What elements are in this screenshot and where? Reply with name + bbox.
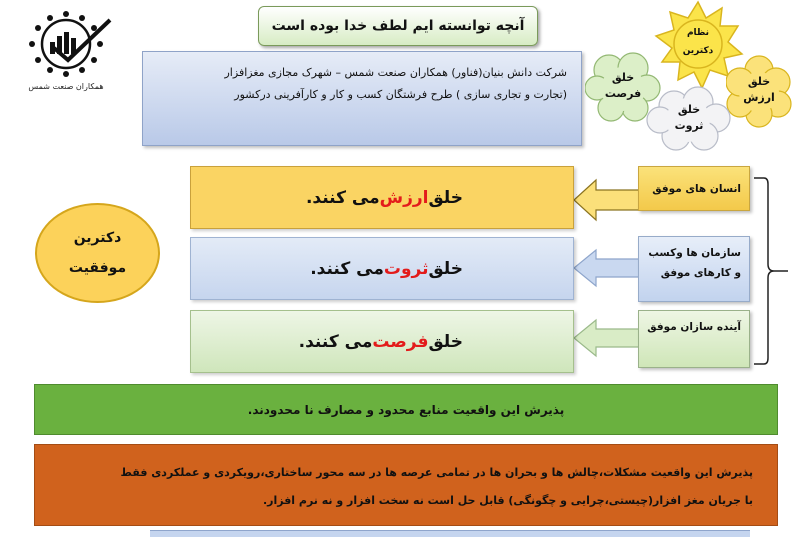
cloud-wealth-line-2: ثروت: [674, 119, 704, 132]
sun-label-1: نظام: [686, 28, 710, 38]
circle-line-1: دکترین: [73, 230, 122, 246]
row-create-wealth: [190, 237, 574, 300]
row-create-wealth-highlight: ثروت: [383, 258, 429, 279]
cloud-opportunity: [585, 52, 661, 124]
row-create-value-suffix: می کنند.: [305, 187, 380, 208]
row-create-value-highlight: ارزش: [379, 187, 429, 208]
sun-label-2: دکترین: [682, 46, 714, 56]
callout-successful-people: [638, 166, 750, 211]
cloud-wealth-line-1: خلق: [677, 103, 701, 116]
row-create-value-prefix: خلق: [428, 187, 463, 208]
arrows-group: [572, 168, 644, 368]
row-create-opportunity-suffix: می کنند.: [298, 331, 373, 352]
grouping-bracket: [750, 176, 790, 366]
company-description: [142, 51, 582, 146]
cloud-opportunity-line-1: خلق: [611, 71, 635, 84]
circle-line-2: موفقیت: [68, 260, 127, 276]
arrow-green: [574, 320, 640, 356]
callout-successful-people-text: انسان های موفق: [652, 182, 741, 195]
cloud-opportunity-line-2: فرصت: [604, 87, 642, 100]
mindware-line-2: با جریان مغز افزار(چیستی،چرایی و چگونگی) قابل حل است نه سخت افزار و نه نرم افزار.: [262, 494, 753, 507]
success-doctrine-circle: [35, 203, 160, 303]
row-create-opportunity-highlight: فرصت: [372, 331, 429, 352]
mindware-statement: [34, 444, 778, 526]
page-title: آنچه توانسته ایم لطف خدا بوده است: [258, 6, 538, 46]
limited-resources-statement: پذیرش این واقعیت منابع محدود و مصارف نا محدودند.: [34, 384, 778, 435]
row-create-wealth-prefix: خلق: [428, 258, 463, 279]
company-logo: [10, 6, 122, 96]
row-create-wealth-suffix: می کنند.: [310, 258, 384, 279]
bottom-strip: [150, 530, 750, 537]
row-create-opportunity-prefix: خلق: [428, 331, 463, 352]
callout-future-builders: [638, 310, 750, 368]
arrow-blue: [574, 250, 640, 286]
callout-future-builders-text: آینده سازان موفق: [647, 321, 741, 333]
logo-caption: همکاران صنعت شمس: [28, 82, 104, 91]
cloud-value-line-2: ارزش: [743, 91, 775, 104]
company-line-1: شرکت دانش بنیان(فناور) همکاران صنعت شمس – شهرک مجازی مغزافزار: [224, 66, 567, 79]
callout-successful-organizations-text: سازمان ها وکسب و کارهای موفق: [648, 247, 741, 279]
mindware-line-1: پذیرش این واقعیت مشکلات،چالش ها و بحران ها در تمامی عرصه ها در سه محور ساختاری،رویکردی و عملکردی فقط: [120, 466, 753, 479]
callout-successful-organizations: [638, 236, 750, 302]
cloud-value: [726, 54, 792, 128]
company-line-2: (تجارت و تجاری سازی ) طرح فرشتگان کسب و کار و کارآفرینی درکشور: [234, 88, 567, 101]
row-create-value: [190, 166, 574, 229]
cloud-value-line-1: خلق: [747, 75, 771, 88]
arrow-yellow: [574, 180, 640, 220]
logo-sun-icon: [10, 6, 122, 82]
row-create-opportunity: [190, 310, 574, 373]
